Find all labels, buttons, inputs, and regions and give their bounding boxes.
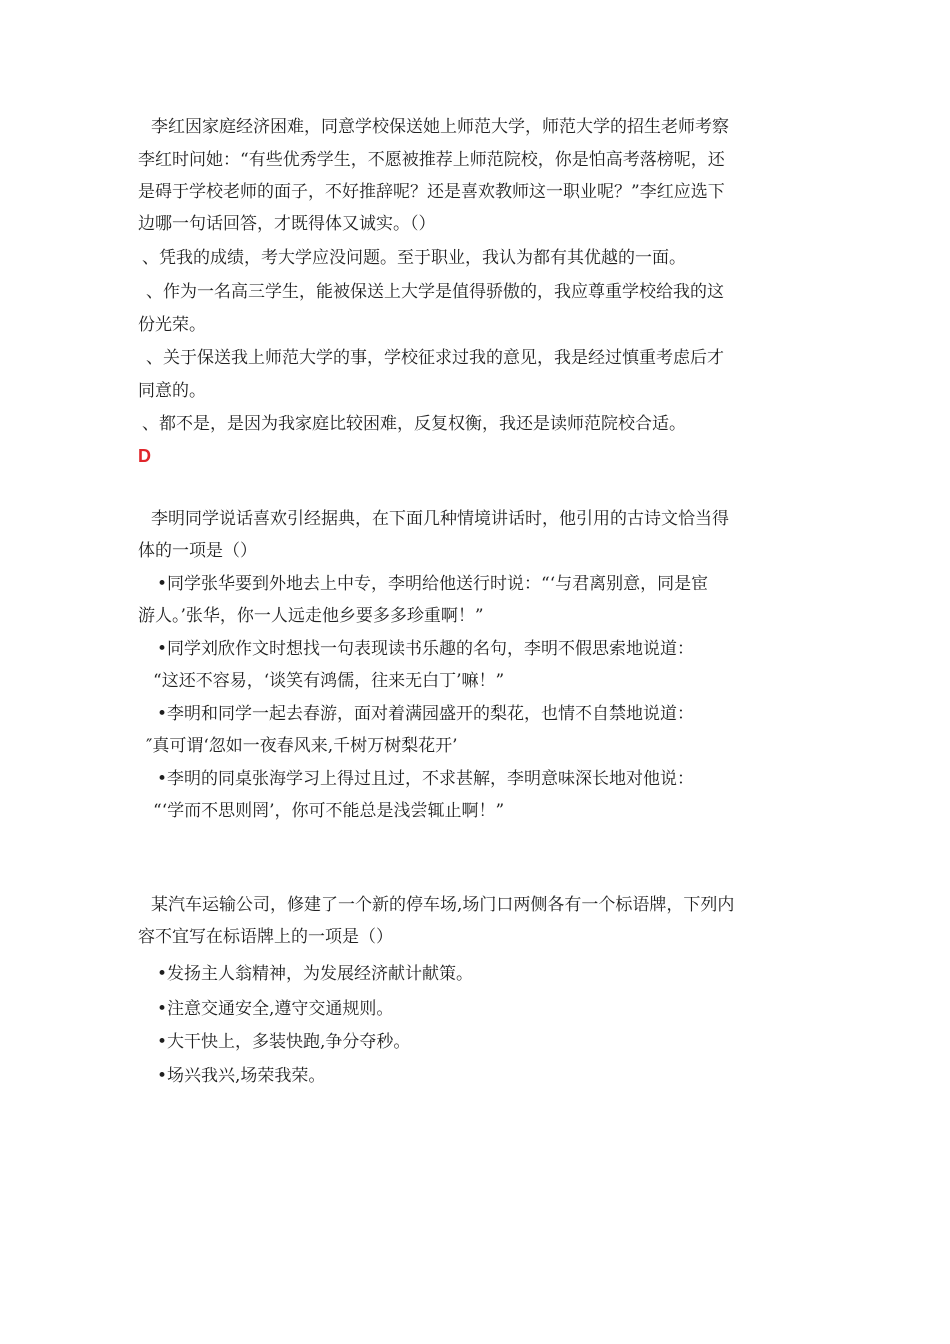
q3-option-c: •大干快上，多装快跑,争分夺秒。 bbox=[157, 1032, 411, 1052]
q2-option-c-cont: ″真可谓‘忽如一夜春风来,千树万树梨花开’ bbox=[146, 736, 458, 756]
q1-option-b-cont: 份光荣。 bbox=[138, 315, 206, 335]
q2-option-a-cont: 游人。’张华，你一人远走他乡要多多珍重啊！” bbox=[138, 606, 484, 626]
q2-option-d: •李明的同桌张海学习上得过且过，不求甚解，李明意味深长地对他说： bbox=[157, 769, 695, 789]
q2-stem-line-2: 体的一项是（） bbox=[138, 541, 257, 561]
q2-stem-line-1: 李明同学说话喜欢引经据典，在下面几种情境讲话时，他引用的古诗文恰当得 bbox=[151, 509, 729, 529]
q2-option-b-cont: “这还不容易，‘谈笑有鸿儒，往来无白丁’嘛！” bbox=[153, 671, 505, 691]
q3-stem-line-2: 容不宜写在标语牌上的一项是（） bbox=[138, 927, 393, 947]
q1-stem-line-1: 李红因家庭经济困难，同意学校保送她上师范大学，师范大学的招生老师考察 bbox=[151, 117, 729, 137]
q1-stem-line-2: 李红时问她：“有些优秀学生，不愿被推荐上师范院校，你是怕高考落榜呢，还 bbox=[138, 150, 725, 170]
q3-option-b: •注意交通安全,遵守交通规则。 bbox=[157, 999, 394, 1019]
q2-option-c: •李明和同学一起去春游，面对着满园盛开的梨花，也情不自禁地说道： bbox=[157, 704, 695, 724]
q3-option-a: •发扬主人翁精神，为发展经济献计献策。 bbox=[157, 964, 474, 984]
q3-stem-line-1: 某汽车运输公司，修建了一个新的停车场,场门口两侧各有一个标语牌，下列内 bbox=[151, 895, 735, 915]
q1-option-c: 、关于保送我上师范大学的事，学校征求过我的意见，我是经过慎重考虑后才 bbox=[146, 348, 724, 368]
q1-option-c-cont: 同意的。 bbox=[138, 381, 206, 401]
q2-option-d-cont: “‘学而不思则罔’，你可不能总是浅尝辄止啊！” bbox=[153, 801, 505, 821]
q1-option-a: 、凭我的成绩，考大学应没问题。至于职业，我认为都有其优越的一面。 bbox=[142, 248, 686, 268]
q1-option-d: 、都不是，是因为我家庭比较困难，反复权衡，我还是读师范院校合适。 bbox=[142, 414, 686, 434]
q3-option-d: •场兴我兴,场荣我荣。 bbox=[157, 1066, 326, 1086]
q1-stem-line-4: 边哪一句话回答，才既得体又诚实。（） bbox=[138, 214, 436, 234]
q2-option-b: •同学刘欣作文时想找一句表现读书乐趣的名句，李明不假思索地说道： bbox=[157, 639, 695, 659]
q1-stem-line-3: 是碍于学校老师的面子，不好推辞呢？还是喜欢教师这一职业呢？”李红应选下 bbox=[138, 182, 725, 202]
q1-answer: D bbox=[138, 446, 151, 466]
q2-option-a: •同学张华要到外地去上中专，李明给他送行时说：“‘与君离别意，同是宦 bbox=[157, 574, 709, 594]
q1-option-b: 、作为一名高三学生，能被保送上大学是值得骄傲的，我应尊重学校给我的这 bbox=[146, 282, 724, 302]
